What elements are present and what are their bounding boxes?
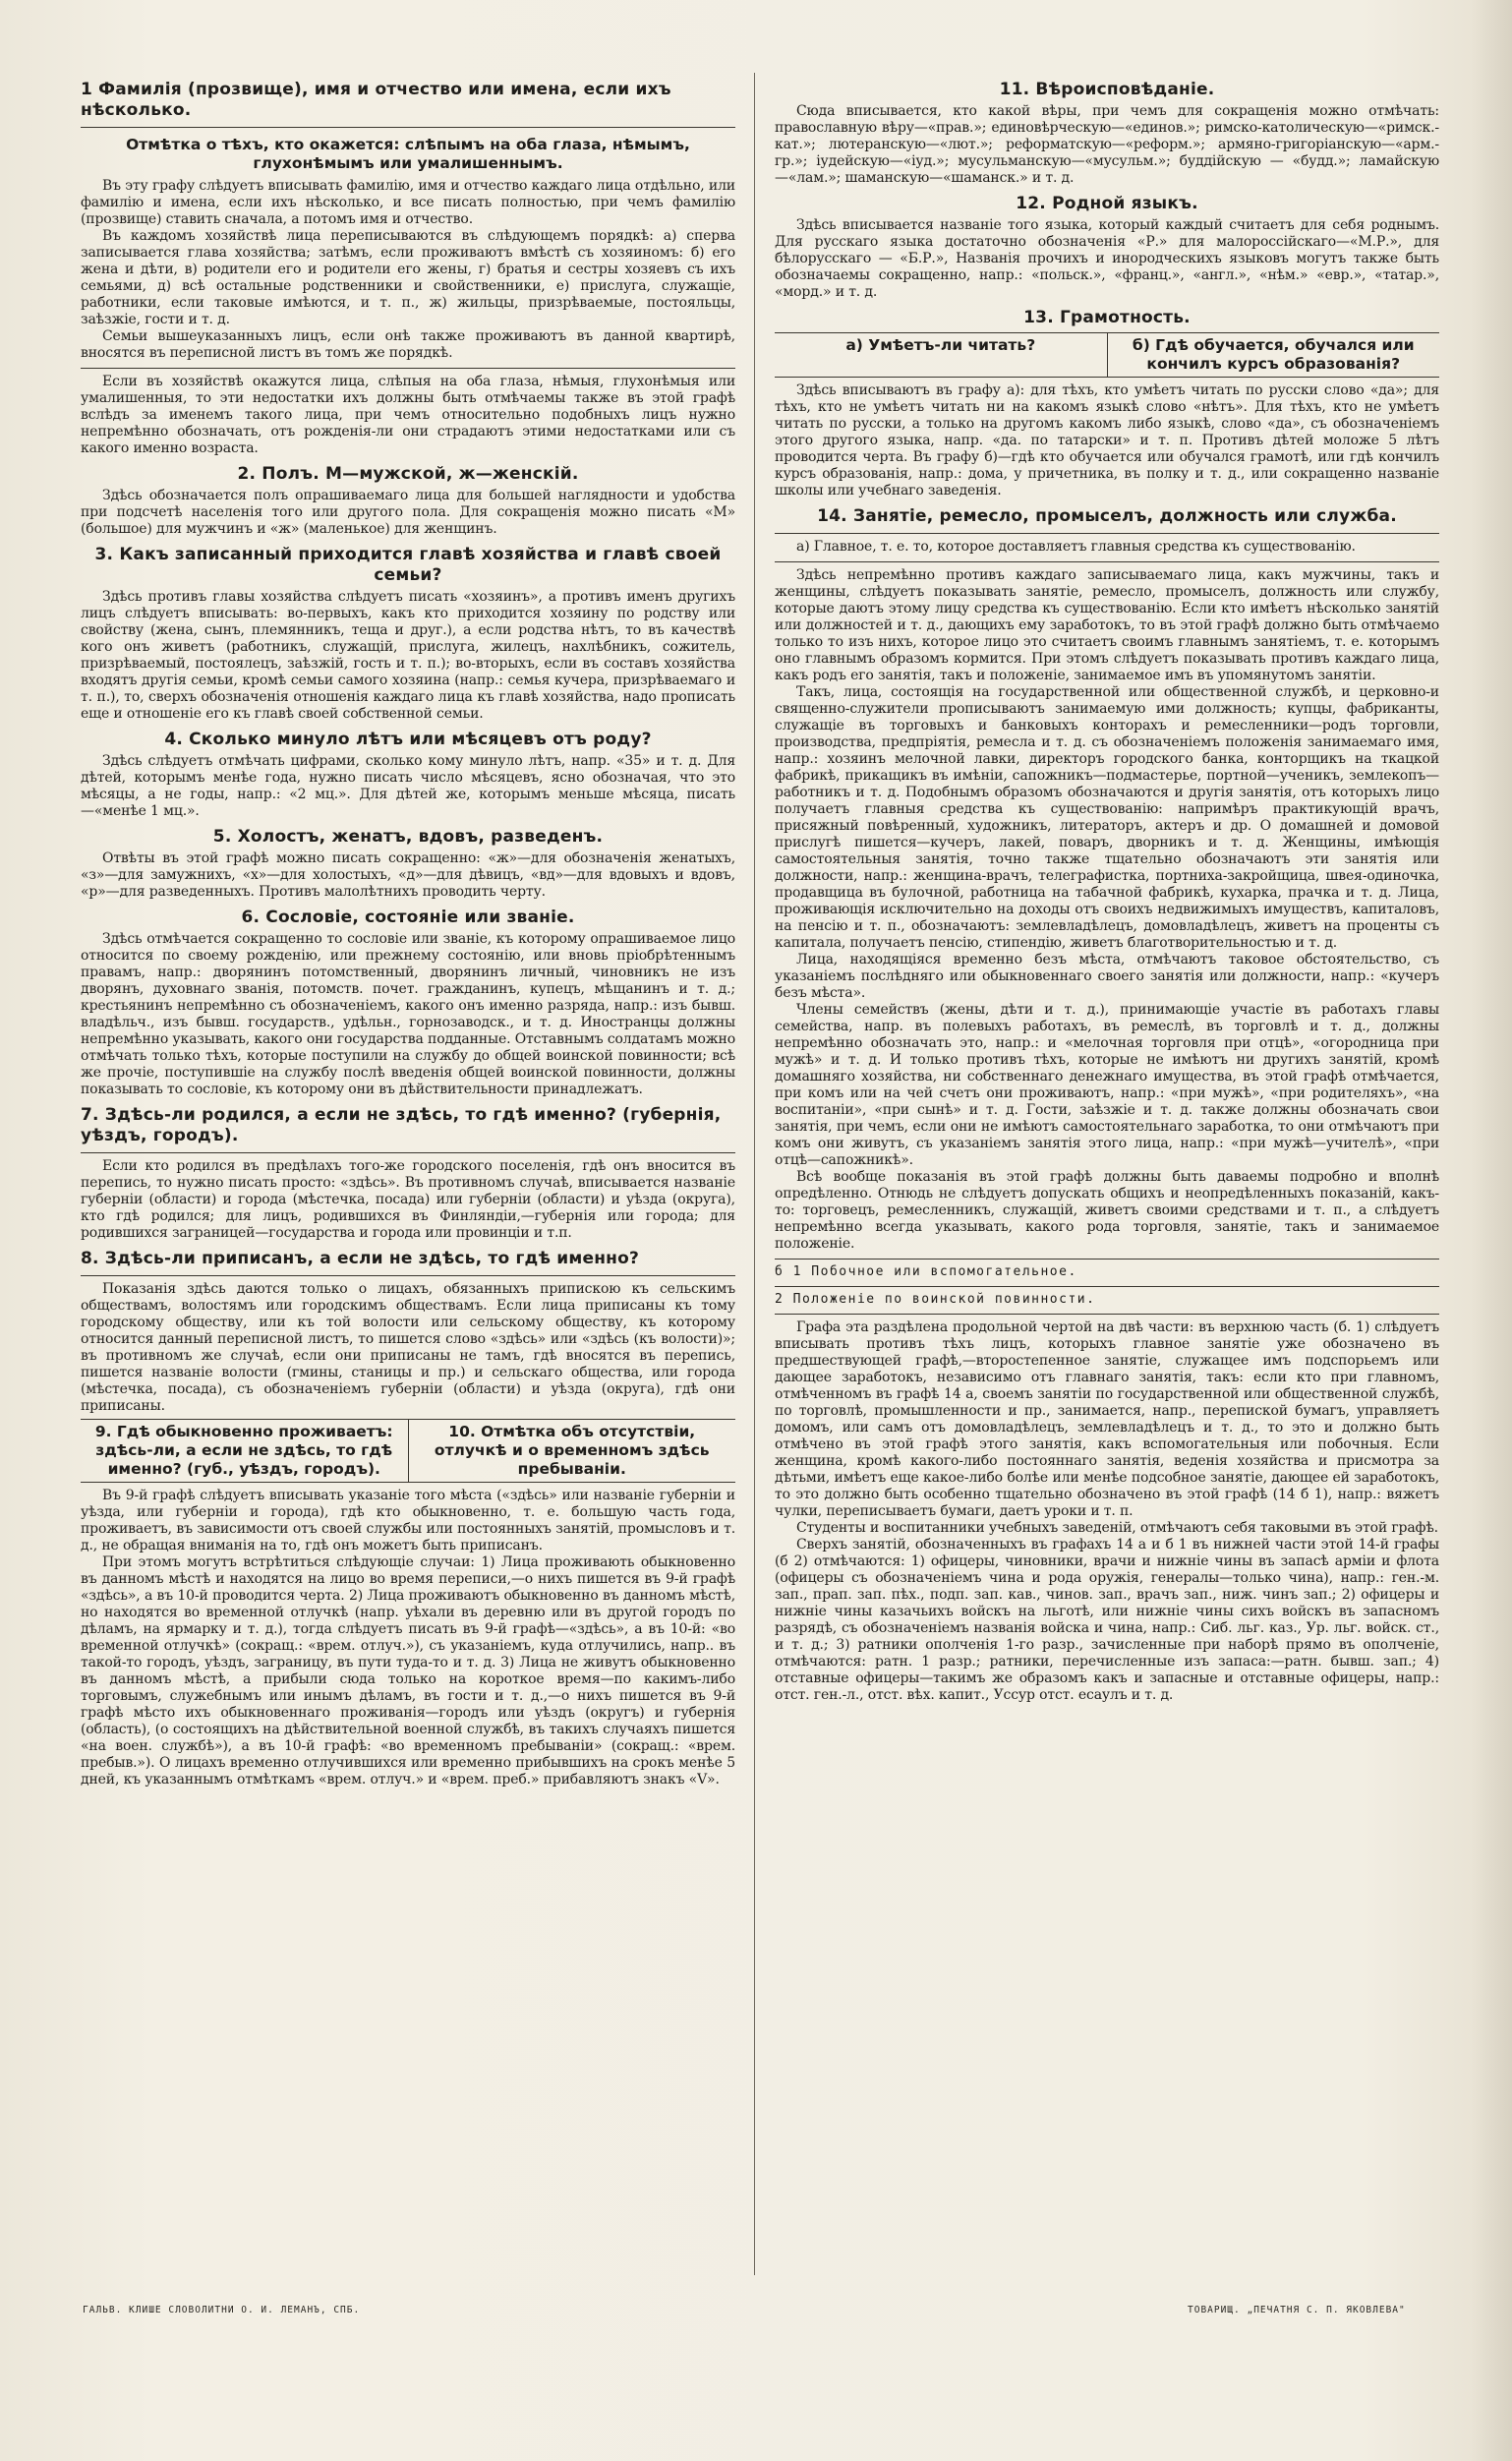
paragraph: Отвѣты въ этой графѣ можно писать сокращенно: «ж»—для обозначенія женатыхъ, «з»—для замужнихъ, «х»—для холостыхъ, «д»—для дѣвицъ, «вд»—для вдовыхъ и вдовъ, «р»—для разведенныхъ. Противъ малолѣтнихъ проводить черту. bbox=[81, 850, 735, 900]
section-6-title: 6. Сословіе, состояніе или званіе. bbox=[241, 908, 575, 927]
paragraph: Здѣсь непремѣнно противъ каждаго записываемаго лица, какъ мужчины, такъ и женщины, слѣдуетъ показывать занятіе, ремесло, промыселъ, должность или службу, которые даютъ этому лицу средства къ существованію. Если кто имѣетъ нѣсколько занятій или должностей и т. д., дающихъ ему заработокъ, то въ этой графѣ должно быть отмѣчаемо только то изъ нихъ, которое лицо это считаетъ своимъ главнымъ занятіемъ, т. е. которымъ оно главнымъ образомъ кормится. При этомъ слѣдуетъ показывать противъ каждаго лица, какъ родъ его занятія, такъ и положеніе, занимаемое имъ въ упомянутомъ занятіи. bbox=[775, 567, 1439, 683]
divider-line bbox=[81, 368, 735, 369]
section-14a-title: а) Главное, т. е. то, которое доставляетъ главныя средства къ существованію. bbox=[796, 539, 1356, 555]
section-1-title: 1 Фамилія (прозвище), имя и отчество или имена, если ихъ нѣсколько. bbox=[81, 80, 671, 120]
divider-line bbox=[81, 1152, 735, 1153]
paragraph: Показанія здѣсь даются только о лицахъ, обязанныхъ припискою къ сельскимъ обществамъ, волостямъ или городскимъ обществамъ. Если лица приписаны къ тому городскому обществу, или къ той волости или сельскому обществу, къ которому относится данный переписной листъ, то пишется слово «здѣсь» или «здѣсь (къ волости)»; въ противномъ же случаѣ, если они приписаны не тамъ, гдѣ вносятся въ перепись, пишется названіе волости (гмины, станицы и пр.) и сельскаго общества, или города (мѣстечка, посада), съ обозначеніемъ губерніи (области) и уѣзда (округа), гдѣ они приписаны. bbox=[81, 1281, 735, 1414]
printer-imprint-left: ГАЛЬВ. КЛИШЕ СЛОВОЛИТНИ О. И. ЛЕМАНЪ, СПБ. bbox=[83, 2305, 361, 2315]
paragraph: Лица, находящіяся временно безъ мѣста, отмѣчаютъ таковое обстоятельство, съ указаніемъ послѣдняго или обыкновеннаго своего занятія или должности, напр.: «кучеръ безъ мѣста». bbox=[775, 952, 1439, 1001]
right-column bbox=[775, 73, 1439, 2275]
paragraph: Въ 9-й графѣ слѣдуетъ вписывать указаніе того мѣста («здѣсь» или названіе губерніи и уѣзда, или губерніи и города), гдѣ кто обыкновенно, т. е. большую часть года, проживаетъ, въ зависимости отъ своей службы или постоянныхъ занятій, промысловъ и т. д., не обращая вниманія на то, гдѣ онъ можетъ быть приписанъ. bbox=[81, 1488, 735, 1553]
paragraph: Сюда вписывается, кто какой вѣры, при чемъ для сокращенія можно отмѣчать: православную вѣру—«прав.»; единовѣрческую—«единов.»; римско-католическую—«римск.-кат.»; лютеранскую—«лют.»; реформатскую—«реформ.»; армяно-григоріанскую—«арм.-гр.»; іудейскую—«іуд.»; мусульманскую—«мусульм.»; буддійскую — «будд.»; ламайскую—«лам.»; шаманскую—«шаманск.» и т. д. bbox=[775, 103, 1439, 186]
printer-imprint-right: ТОВАРИЩ. „ПЕЧАТНЯ С. П. ЯКОВЛЕВА" bbox=[1188, 2305, 1406, 2315]
paragraph: Здѣсь обозначается полъ опрашиваемаго лица для большей наглядности и удобства при подсчетѣ населенія того или другого пола. Для сокращенія можно писать «М» (большое) для мужчинъ и «ж» (маленькое) для женщинъ. bbox=[81, 488, 735, 537]
divider-line bbox=[775, 561, 1439, 562]
section-5-title: 5. Холостъ, женатъ, вдовъ, разведенъ. bbox=[212, 827, 604, 847]
paragraph: Здѣсь вписываютъ въ графу а): для тѣхъ, кто умѣетъ читать по русски слово «да»; для тѣхъ, кто не умѣетъ читать ни на какомъ языкѣ слово «нѣтъ». Для тѣхъ, кто не умѣетъ читать по русски, а только на другомъ какомъ либо языкѣ, слово «да», съ обозначеніемъ этого другого языка, напр. «да. по татарски» и т. п. Противъ дѣтей моложе 5 лѣтъ проводится черта. Въ графу б)—гдѣ кто обучается или обучался грамотѣ, или гдѣ кончилъ курсъ образованія, напр.: дома, у причетника, въ полку и т. д., или сокращенно названіе школы или учебнаго заведенія. bbox=[775, 382, 1439, 498]
section-8-title: 8. Здѣсь-ли приписанъ, а если не здѣсь, то гдѣ именно? bbox=[81, 1249, 640, 1268]
section-1-subtitle: Отмѣтка о тѣхъ, кто окажется: слѣпымъ на оба глаза, нѣмымъ, глухонѣмымъ или умалишеннымъ. bbox=[126, 136, 690, 172]
paragraph: Въ эту графу слѣдуетъ вписывать фамилію, имя и отчество каждаго лица отдѣльно, или фамилію и имена, если ихъ нѣсколько, и все писать полностью, при чемъ фамилію (прозвище) ставить сначала, а потомъ имя и отчество. bbox=[81, 178, 735, 227]
section-12-title: 12. Родной языкъ. bbox=[1016, 194, 1198, 213]
paragraph: Здѣсь вписывается названіе того языка, который каждый считаетъ для себя роднымъ. Для русскаго языка достаточно обозначенія «Р.» для малороссійскаго—«М.Р.», для бѣлорусскаго — «Б.Р.», Названія прочихъ и инородческихъ языковъ могутъ также быть обозначаемы сокращенно, напр.: «польск.», «франц.», «англ.», «нѣм.» «евр.», «татар.», «морд.» и т. д. bbox=[775, 217, 1439, 300]
section-7-title: 7. Здѣсь-ли родился, а если не здѣсь, то гдѣ именно? (губернія, уѣздъ, городъ). bbox=[81, 1105, 722, 1145]
paragraph: Студенты и воспитанники учебныхъ заведеній, отмѣчаютъ себя таковыми въ этой графѣ. bbox=[796, 1520, 1438, 1536]
section-3-title: 3. Какъ записанный приходится главѣ хозяйства и главѣ своей семьи? bbox=[94, 545, 722, 585]
page-edge-shadow bbox=[1471, 0, 1512, 2461]
divider-line bbox=[775, 1314, 1439, 1315]
paragraph: Здѣсь слѣдуетъ отмѣчать цифрами, сколько кому минуло лѣтъ, напр. «35» и т. д. Для дѣтей, которымъ менѣе года, нужно писать число мѣсяцевъ, ясно обозначая, что это мѣсяцы, а не годы, напр.: «2 мц.». Для дѣтей же, которымъ меньше мѣсяца, писать—«менѣе 1 мц.». bbox=[81, 753, 735, 819]
section-9-10-header bbox=[81, 1419, 735, 1483]
paragraph: Сверхъ занятій, обозначенныхъ въ графахъ 14 а и б 1 въ нижней части этой 14-й графы (б 2) отмѣчаются: 1) офицеры, чиновники, врачи и нижніе чины въ запасѣ арміи и флота (офицеры съ обозначеніемъ чина и рода оружія, генералы—только чина), напр.: ген.-м. зап., прап. зап. пѣх., подп. зап. кав., чинов. зап., врачъ зап., ниж. чинъ зап.; 2) офицеры и нижніе чины казачьихъ войскъ на льготѣ, или нижніе чины сихъ войскъ въ запасномъ разрядѣ, съ обозначеніемъ названія войска и чина, напр.: Сиб. льг. каз., Ур. льг. войск. ст., и т. д.; 3) ратники ополченія 1-го разр., зачисленные при наборѣ прямо въ ополченіе, отмѣчаются: ратн. 1 разр.; ратники, перечисленные изъ запаса:—ратн. бывш. зап.; 4) отставные офицеры—такимъ же образомъ какъ и запасные и отставные офицеры, напр.: отст. ген.-л., отст. вѣх. капит., Уссур отст. есаулъ и т. д. bbox=[775, 1537, 1439, 1703]
paragraph: Члены семействъ (жены, дѣти и т. д.), принимающіе участіе въ работахъ главы семейства, напр. въ полевыхъ работахъ, въ ремеслѣ, въ торговлѣ и т. д., должны непремѣнно обозначать это, напр.: и «мелочная торговля при отцѣ», «огородница при мужѣ» и т. д. И только противъ тѣхъ, которые не имѣютъ ни другихъ занятій, кромѣ домашняго хозяйства, ни собственнаго денежнаго имущества, въ этой графѣ отмѣчается, при комъ или на чей счетъ они проживаютъ, напр.: «при мужѣ», «при родителяхъ», «на воспитаніи», «при сынѣ» и т. д. Гости, заѣзжіе и т. д. также должны обозначать свои занятія, при чемъ, если они не имѣютъ самостоятельнаго заработка, то они отмѣчаютъ при комъ они живутъ, съ указаніемъ занятія этого лица, напр.: «при мужѣ—учителѣ», «при отцѣ—сапожникѣ». bbox=[775, 1002, 1439, 1168]
paragraph: Если кто родился въ предѣлахъ того-же городского поселенія, гдѣ онъ вносится въ перепись, то нужно писать просто: «здѣсь». Въ противномъ случаѣ, вписывается названіе губерніи (области) и города (мѣстечка, посада) или губерніи (области) и уѣзда (округа), кто гдѣ родился; для лицъ, родившихся въ Финляндіи,—губернія или города; для родившихся заграницей—государства и города или провинціи и т.п. bbox=[81, 1158, 735, 1241]
divider-line bbox=[775, 533, 1439, 534]
divider-line bbox=[775, 1259, 1439, 1260]
section-14-title: 14. Занятіе, ремесло, промыселъ, должность или служба. bbox=[817, 506, 1397, 526]
section-14b1-title: б 1 Побочное или вспомогательное. bbox=[775, 1264, 1077, 1279]
paragraph: Графа эта раздѣлена продольной чертой на двѣ части: въ верхнюю часть (б. 1) слѣдуетъ вписывать противъ тѣхъ лицъ, которыхъ главное занятіе уже обозначено въ предшествующей графѣ,—второстепенное занятіе, служащее имъ подспорьемъ или дающее заработокъ, независимо отъ главнаго занятія, такъ: если кто при главномъ, отмѣченномъ въ графѣ 14 а, своемъ занятіи по государственной или общественной службѣ, по торговлѣ, промышленности и пр., занимается, напр., перепиской бумагъ, управляетъ домомъ, или самъ отъ домовладѣлецъ, землевладѣлецъ и т. д., то это и должно быть отмѣчено въ этой графѣ этого занятія, какъ вспомогательныя или побочныя. Если женщина, кромѣ какого-либо постояннаго занятія, веденія хозяйства и присмотра за дѣтьми, имѣетъ еще какое-либо болѣе или менѣе подсобное занятіе, дающее ей заработокъ, то это должно быть особенно тщательно обозначено въ этой графѣ (14 б 1), напр.: вяжетъ чулки, переписываетъ бумаги, даетъ уроки и т. п. bbox=[775, 1319, 1439, 1519]
paragraph: Такъ, лица, состоящія на государственной или общественной службѣ, и церковно-и священно-служители прописываютъ занимаемую ими должность; купцы, фабриканты, служащіе въ торговыхъ и банковыхъ конторахъ и ремесленники—родъ торговли, производства, предпріятія, ремесла и т. д. съ обозначеніемъ положенія занимаемаго имя, напр.: хозяинъ мелочной лавки, директоръ городского банка, конторщикъ на ткацкой фабрикѣ, прикащикъ въ имѣніи, сапожникъ—подмастерье, портной—ученикъ, землекопъ—работникъ и т. д. Подобнымъ образомъ обозначаются и другія занятія, отъ которыхъ лицо получаетъ главныя средства къ существованію: напримѣръ практикующій врачъ, присяжный повѣренный, художникъ, литераторъ, актеръ и др. О домашней и домовой прислугѣ пишется—кучеръ, лакей, поваръ, дворникъ и т. д. Женщины, имѣющія самостоятельныя занятія, точно также тщательно обозначаютъ эти занятія или должности, напр.: женщина-врачъ, телеграфистка, портниха-закройщица, швея-одиночка, продавщица въ булочной, работница на табачной фабрикѣ, кухарка, прачка и т. д. Лица, проживающія исключительно на доходы отъ своихъ недвижимыхъ имуществъ, капиталовъ, на пенсію и т. п., обозначаютъ: землевладѣлецъ, домовладѣлецъ, живетъ на проценты съ капитала, получаетъ пенсію, стипендію, живетъ благотворительностью и т. д. bbox=[775, 684, 1439, 951]
section-9-title: 9. Гдѣ обыкновенно проживаетъ: здѣсь-ли, а если не здѣсь, то гдѣ именно? (губ., уѣздъ, городъ). bbox=[81, 1420, 409, 1482]
section-4-title: 4. Сколько минуло лѣтъ или мѣсяцевъ отъ роду? bbox=[164, 730, 652, 749]
paragraph: Если въ хозяйствѣ окажутся лица, слѣпыя на оба глаза, нѣмыя, глухонѣмыя или умалишенныя, то эти недостатки ихъ должны быть отмѣчаемы также въ этой графѣ вслѣдъ за именемъ такого лица, при чемъ относительно подобныхъ лицъ нужно непремѣнно обозначать, отъ рожденія-ли они страдаютъ этими недостатками или съ какого именно возраста. bbox=[81, 374, 735, 456]
section-11-title: 11. Вѣроисповѣданіе. bbox=[999, 80, 1215, 99]
section-13b-title: б) Гдѣ обучается, обучался или кончилъ курсъ образованія? bbox=[1132, 336, 1415, 373]
section-13-header bbox=[775, 332, 1439, 378]
section-13a-title: а) Умѣетъ-ли читать? bbox=[775, 333, 1108, 377]
divider-line bbox=[775, 1286, 1439, 1287]
section-2-title: 2. Полъ. М—мужской, ж—женскій. bbox=[237, 464, 579, 484]
paragraph: Здѣсь отмѣчается сокращенно то сословіе или званіе, къ которому опрашиваемое лицо относится по своему рожденію, или прежнему состоянію, или вновь пріобрѣтеннымъ правамъ, напр.: дворянинъ потомственный, дворянинъ личный, чиновникъ не изъ дворянъ, духовнаго званія, потомств. почет. гражданинъ, купецъ, мѣщанинъ и т. д.; крестьянинъ непремѣнно съ обозначеніемъ, какого онъ именно разряда, напр.: изъ бывш. владѣльч., изъ бывш. государств., удѣльн., горнозаводск., и т. д. Иностранцы должны непремѣнно указывать, какого они государства подданные. Отставнымъ солдатамъ можно отмѣчать только тѣхъ, которые поступили на службу до общей воинской повинности; всѣ же прочіе, поступившіе на службу послѣ введенія общей воинской повинности, должны показывать то сословіе, къ которому они въ дѣйствительности принадлежатъ. bbox=[81, 931, 735, 1097]
section-13-title: 13. Грамотность. bbox=[1023, 308, 1191, 327]
divider-line bbox=[81, 1275, 735, 1276]
column-divider bbox=[754, 73, 755, 2275]
divider-line bbox=[81, 127, 735, 128]
paragraph: Здѣсь противъ главы хозяйства слѣдуетъ писать «хозяинъ», а противъ именъ другихъ лицъ слѣдуетъ вписывать: во-первыхъ, какъ кто приходится хозяину по родству или свойству (жена, сынъ, племянникъ, теща и друг.), а если родства нѣтъ, то въ качествѣ кого онъ живетъ (работникъ, служащій, прислуга, жилецъ, нахлѣбникъ, сожитель, призрѣваемый, постоялецъ, заѣзжій, гость и т. п.); во-вторыхъ, если въ составъ хозяйства входятъ другія семьи, кромѣ семьи самого хозяина (напр.: семья кучера, призрѣваемаго и т. п.), то, сверхъ обозначенія отношенія каждаго лица къ главѣ хозяйства, надо прописать еще и отношеніе его къ главѣ своей собственной семьи. bbox=[81, 589, 735, 722]
section-10-title: 10. Отмѣтка объ отсутствіи, отлучкѣ и о временномъ здѣсь пребываніи. bbox=[434, 1423, 710, 1478]
paragraph: Семьи вышеуказанныхъ лицъ, если онѣ также проживаютъ въ данной квартирѣ, вносятся въ переписной листъ въ томъ же порядкѣ. bbox=[81, 328, 735, 361]
paragraph: Въ каждомъ хозяйствѣ лица переписываются въ слѣдующемъ порядкѣ: а) сперва записывается глава хозяйства; затѣмъ, если проживаютъ вмѣстѣ съ хозяиномъ: б) его жена и дѣти, в) родители его и родители его жены, г) братья и сестры хозяевъ съ ихъ семьями, д) всѣ остальные родственники и свойственники, е) прислуга, служащіе, работники, если таковые имѣются, и т. п., ж) жильцы, призрѣваемые, постояльцы, заѣзжіе, гости и т. д. bbox=[81, 228, 735, 327]
paragraph: Всѣ вообще показанія въ этой графѣ должны быть даваемы подробно и вполнѣ опредѣленно. Отнюдь не слѣдуетъ допускать общихъ и неопредѣленныхъ показаній, какъ-то: торговецъ, ремесленникъ, служащій, живетъ своими средствами и т. п., а слѣдуетъ непремѣнно всегда указывать, какого рода торговля, занятіе, такъ и занимаемое положеніе. bbox=[775, 1169, 1439, 1252]
paragraph: При этомъ могутъ встрѣтиться слѣдующіе случаи: 1) Лица проживають обыкновенно въ данномъ мѣстѣ и находятся на лицо во время переписи,—о нихъ пишется въ 9-й графѣ «здѣсь», а въ 10-й проводится черта. 2) Лица проживаютъ обыкновенно въ данномъ мѣстѣ, но находятся во временной отлучкѣ (напр. уѣхали въ деревню или въ другой городъ по дѣламъ, на ярмарку и т. д.), тогда слѣдуетъ писать въ 9-й графѣ—«здѣсь», а въ 10-й: «во временной отлучкѣ» (сокращ.: «врем. отлуч.»), съ указаніемъ, куда отлучились, напр.. въ такой-то городъ, уѣздъ, заграницу, въ пути туда-то и т. д. 3) Лица не живутъ обыкновенно въ данномъ мѣстѣ, а прибыли сюда только на короткое время—по какимъ-либо торговымъ, служебнымъ или инымъ дѣламъ, въ гости и т. д.,—о нихъ пишется въ 9-й графѣ мѣсто ихъ обыкновеннаго проживанія—городъ или уѣздъ (округъ) и губернія (область), (о состоящихъ на дѣйствительной военной службѣ, въ такихъ случаяхъ пишется «на воен. службѣ»), а въ 10-й графѣ: «во временномъ пребываніи» (сокращ.: «врем. пребыв.»). О лицахъ временно отлучившихся или временно прибывшихъ на срокъ менѣе 5 дней, къ указаннымъ отмѣткамъ «врем. отлуч.» и «врем. преб.» прибавляютъ знакъ «V». bbox=[81, 1554, 735, 1787]
section-14b2-title: 2 Положеніе по воинской повинности. bbox=[775, 1292, 1096, 1307]
left-column bbox=[81, 73, 735, 2236]
